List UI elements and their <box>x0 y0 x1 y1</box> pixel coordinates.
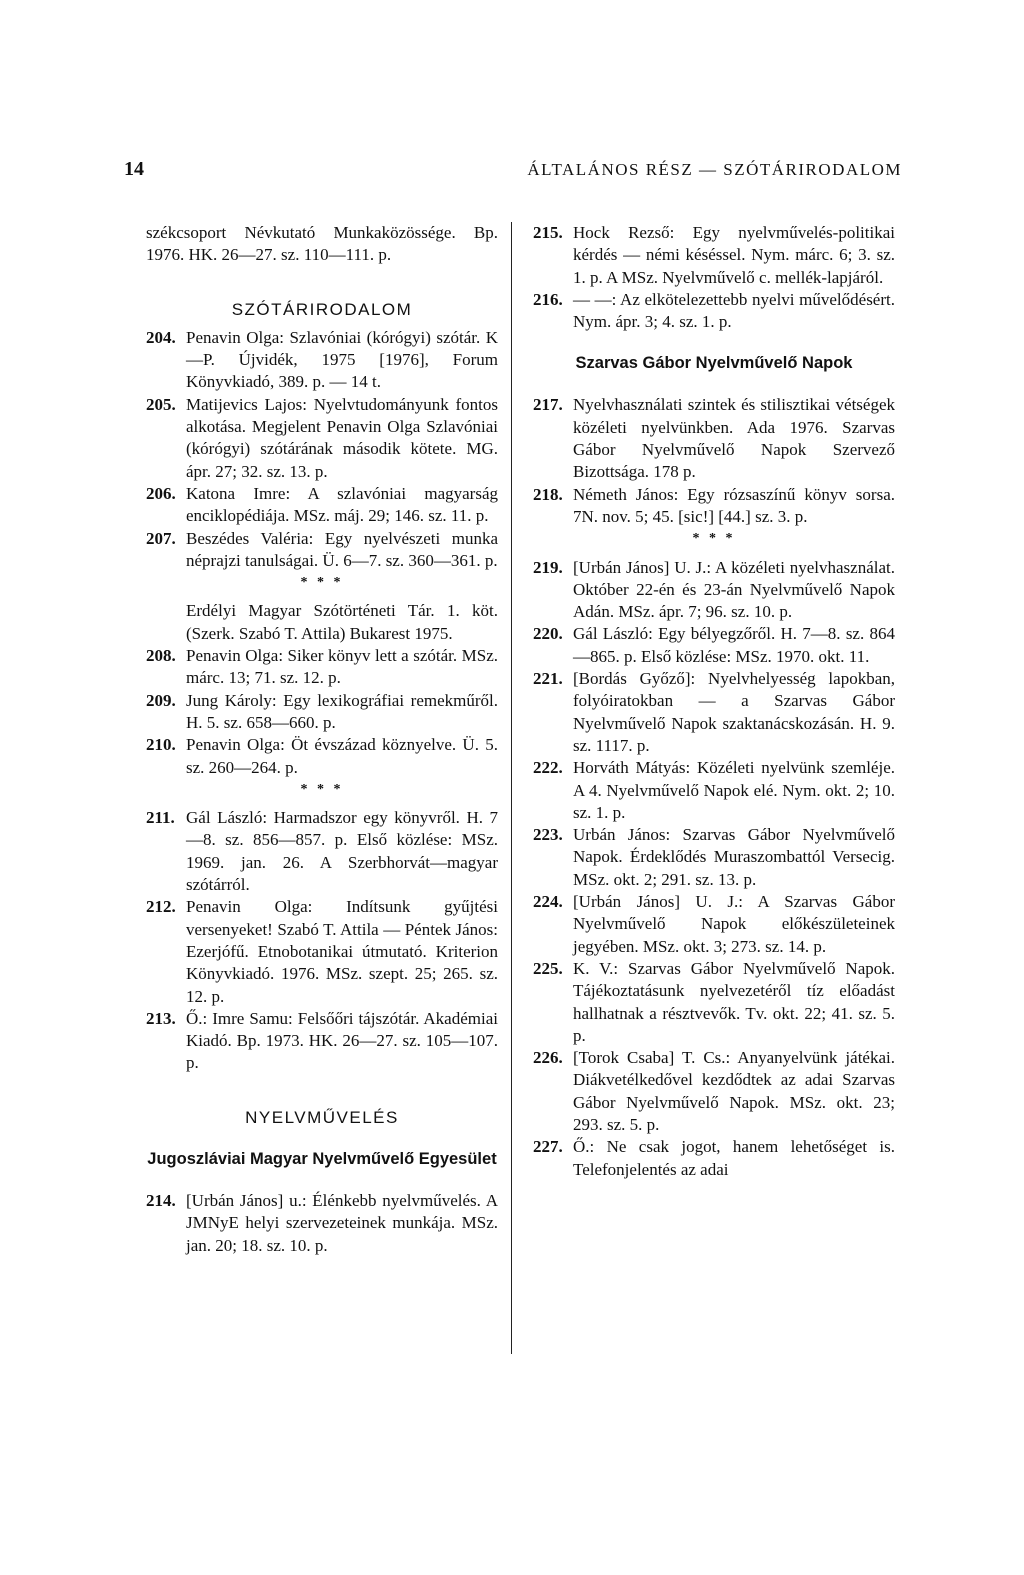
entry-text: Gál László: Egy bélyegzőről. H. 7—8. sz. 864—865. p. Első közlése: MSz. 1970. okt. 11. <box>573 624 895 666</box>
entry-227 <box>533 1136 895 1181</box>
running-title: ÁLTALÁNOS RÉSZ — SZÓTÁRIRODALOM <box>527 160 902 179</box>
entry-text: Penavin Olga: Szlavóniai (kórógyi) szótár. K—P. Újvidék, 1975 [1976], Forum Könyvkiadó, 389. p. — 14 t. <box>186 327 498 392</box>
entry-205 <box>146 394 498 483</box>
entry-text: [Bordás Győző]: Nyelvhelyesség lapokban, folyóiratokban — a Szarvas Gábor Nyelvművelő Napok szaktanácskozásán. H. 9. sz. 1117. p. <box>573 669 895 755</box>
left-column <box>146 222 498 1257</box>
right-column <box>533 222 895 1181</box>
entry-number: 211. <box>146 808 175 828</box>
entry-225 <box>533 958 895 1047</box>
entry-text: Németh János: Egy rózsaszínű könyv sorsa. 7N. nov. 5; 45. [sic!] [44.] sz. 3. p. <box>573 484 895 526</box>
column-divider <box>511 222 512 1354</box>
entry-text: Penavin Olga: Öt évszázad köznyelve. Ü. 5. sz. 260—264. p. <box>186 735 498 777</box>
entry-number: 216. <box>533 289 563 309</box>
entry-number: 217. <box>533 395 563 415</box>
entry-number: 205. <box>146 394 176 414</box>
entry-text: Katona Imre: A szlavóniai magyarság enciklopédiája. MSz. máj. 29; 146. sz. 11. p. <box>186 483 498 526</box>
subheading-jmnye: Jugoszláviai Magyar Nyelvművelő Egyesület <box>147 1149 497 1168</box>
entry-number: 227. <box>533 1137 563 1157</box>
entry-207 <box>146 528 498 573</box>
entry-204 <box>146 327 498 394</box>
entry-number: 225. <box>533 958 563 978</box>
entry-text: [Urbán János] U. J.: A közéleti nyelvhasználat. Október 22-én és 23-án Nyelvművelő Napok Adán. MSz. ápr. 7; 96. sz. 10. p. <box>573 557 895 622</box>
entry-text: Gál László: Harmadszor egy könyvről. H. 7—8. sz. 856—857. p. Első közlése: MSz. 1969. jan. 26. A Szerbhorvát—magyar szótárról. <box>186 808 498 895</box>
section-heading-nyelvmuveles: NYELVMŰVELÉS <box>245 1107 399 1127</box>
page-number: 14 <box>124 158 144 180</box>
entry-226 <box>533 1047 895 1136</box>
entry-number: 221. <box>533 669 563 689</box>
entry-220 <box>533 623 895 668</box>
entry-text: Penavin Olga: Indítsunk gyűjtési versenyeket! Szabó T. Attila — Péntek János: Ezerjófű. Etnobotanikai útmutató. Kriterion Könyvkiadó. 1976. MSz. szept. 25; 265. sz. 12. p. <box>186 897 498 1006</box>
entry-222 <box>533 757 895 824</box>
separator-stars: * * * <box>300 575 344 591</box>
subheading-erdelyi-tar: Erdélyi Magyar Szótörténeti Tár. 1. köt. (Szerk. Szabó T. Attila) Bukarest 1975. <box>186 601 498 643</box>
entry-text: Ő.: Ne csak jogot, hanem lehetőséget is. Telefonjelentés az adai <box>573 1137 895 1179</box>
entry-number: 226. <box>533 1048 563 1068</box>
entry-number: 222. <box>533 758 563 778</box>
entry-217 <box>533 394 895 483</box>
entry-number: 213. <box>146 1008 176 1028</box>
entry-206 <box>146 483 498 528</box>
entry-text: Jung Károly: Egy lexikográfiai remekműről. H. 5. sz. 658—660. p. <box>186 690 498 732</box>
entry-number: 208. <box>146 646 176 666</box>
entry-number: 207. <box>146 528 176 548</box>
entry-214 <box>146 1190 498 1257</box>
entry-text: [Urbán János] U. J.: A Szarvas Gábor Nyelvművelő Napok előkészületeinek jegyében. MSz. okt. 3; 273. sz. 14. p. <box>573 892 895 956</box>
entry-text: Beszédes Valéria: Egy nyelvészeti munka néprajzi tanulságai. Ü. 6—7. sz. 360—361. p. <box>186 528 498 570</box>
entry-text: [Torok Csaba] T. Cs.: Anyanyelvünk játékai. Diákvetélkedővel kezdődtek az adai Szarvas Gábor Nyelvművelő Napok. MSz. okt. 23; 293. sz. 5. p. <box>573 1048 895 1134</box>
entry-number: 206. <box>146 483 176 503</box>
entry-number: 220. <box>533 624 563 644</box>
intro-text: székcsoport Névkutató Munkaközössége. Bp. 1976. HK. 26—27. sz. 110—111. p. <box>146 223 498 265</box>
entry-text: Penavin Olga: Siker könyv lett a szótár. MSz. márc. 13; 71. sz. 12. p. <box>186 646 498 688</box>
entry-213 <box>146 1008 498 1075</box>
entry-221 <box>533 668 895 757</box>
entry-212 <box>146 896 498 1007</box>
entry-211 <box>146 807 498 896</box>
entry-218 <box>533 484 895 529</box>
entry-number: 210. <box>146 735 176 755</box>
entry-text: Urbán János: Szarvas Gábor Nyelvművelő Napok. Érdeklődés Muraszombattól Versecig. MSz. okt. 2; 291. sz. 13. p. <box>573 825 895 889</box>
entry-text: Nyelvhasználati szintek és stilisztikai vétségek közéleti nyelvünkben. Ada 1976. Szarvas Gábor Nyelvművelő Napok Szervező Bizottsága. 178 p. <box>573 395 895 482</box>
entry-215 <box>533 222 895 289</box>
entry-text: Matijevics Lajos: Nyelvtudományunk fontos alkotása. Megjelent Penavin Olga Szlavóniai (kórógyi) szótárának második kötete. MG. ápr. 27; 32. sz. 13. p. <box>186 394 498 481</box>
entry-number: 223. <box>533 825 563 845</box>
entry-number: 212. <box>146 897 176 917</box>
entry-text: Hock Rezső: Egy nyelvművelés-politikai kérdés — némi késéssel. Nym. márc. 6; 3. sz. 1. p. A MSz. Nyelvművelő c. mellék-lapjáról. <box>573 223 895 287</box>
entry-text: Ő.: Imre Samu: Felsőőri tájszótár. Akadémiai Kiadó. Bp. 1973. HK. 26—27. sz. 105—107. p. <box>186 1008 498 1073</box>
entry-number: 204. <box>146 327 176 347</box>
entry-number: 224. <box>533 892 563 912</box>
entry-number: 214. <box>146 1190 176 1210</box>
section-heading-szotarirodalom: SZÓTÁRIRODALOM <box>231 299 413 319</box>
entry-number: 215. <box>533 223 563 242</box>
entry-number: 218. <box>533 484 563 504</box>
entry-text: — —: Az elkötelezettebb nyelvi művelődésért. Nym. ápr. 3; 4. sz. 1. p. <box>573 289 895 332</box>
entry-number: 219. <box>533 557 563 577</box>
entry-219 <box>533 557 895 624</box>
entry-text: K. V.: Szarvas Gábor Nyelvművelő Napok. Tájékoztatásunk nyelvezetéről tíz előadást hallhatnak a résztvevők. Tv. okt. 22; 41. sz. 5. p. <box>573 958 895 1045</box>
entry-223 <box>533 824 895 891</box>
entry-209 <box>146 690 498 735</box>
subheading-szarvas-gabor: Szarvas Gábor Nyelvművelő Napok <box>575 354 853 373</box>
entry-text: [Urbán János] u.: Élénkebb nyelvművelés. A JMNyE helyi szervezeteinek munkája. MSz. jan. 20; 18. sz. 10. p. <box>186 1190 498 1255</box>
separator-stars: * * * <box>692 531 736 547</box>
entry-208 <box>146 645 498 690</box>
entry-text: Horváth Mátyás: Közéleti nyelvünk szemléje. A 4. Nyelvművelő Napok elé. Nym. okt. 2; 10. sz. 1. p. <box>573 758 895 822</box>
entry-216 <box>533 289 895 334</box>
entry-224 <box>533 891 895 958</box>
separator-stars: * * * <box>300 781 344 797</box>
entry-number: 209. <box>146 690 176 710</box>
entry-210 <box>146 734 498 779</box>
